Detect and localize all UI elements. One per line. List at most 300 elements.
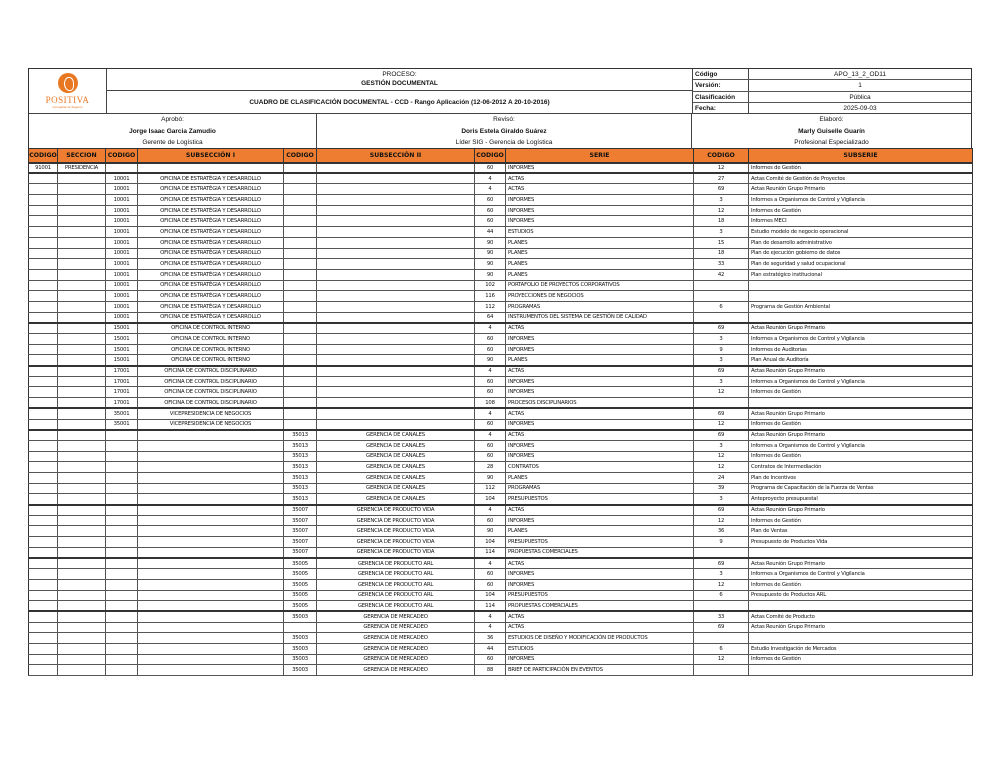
cell-section (58, 344, 106, 355)
cell-series: ACTAS (506, 430, 694, 441)
table-row (29, 163, 973, 174)
cell-subsection1 (138, 462, 284, 473)
cell-subsection2 (317, 216, 475, 227)
cell-series-code: 4 (475, 173, 506, 184)
cell-subsection1 (138, 163, 284, 174)
table-row (29, 462, 973, 473)
cell-subsection2: GERENCIA DE MERCADEO (317, 654, 475, 665)
cell-series-code: 4 (475, 323, 506, 334)
cell-section (58, 248, 106, 259)
cell-subseries-code: 69 (694, 184, 749, 195)
cell-subsection2-code (284, 408, 317, 419)
cell-section (58, 312, 106, 323)
cell-subseries-code: 18 (694, 248, 749, 259)
cell-series: INFORMES (506, 579, 694, 590)
cell-subsection2-code: 35005 (284, 569, 317, 580)
table-row (29, 355, 973, 366)
signature-name: Doris Estela Giraldo Suárez (461, 127, 547, 135)
logo-text: POSITIVA (45, 95, 90, 105)
cell-series: ACTAS (506, 505, 694, 516)
cell-subsection1-code: 10001 (106, 259, 138, 270)
cell-subsection2 (317, 195, 475, 206)
cell-series-code: 102 (475, 280, 506, 291)
cell-section-code (29, 526, 58, 537)
classification-table (28, 148, 973, 676)
cell-section-code (29, 355, 58, 366)
cell-subsection1-code: 17001 (106, 398, 138, 409)
cell-subsection2 (317, 301, 475, 312)
table-row (29, 601, 973, 612)
cell-subseries: Informes de Gestión (749, 654, 973, 665)
cell-series: PLANES (506, 259, 694, 270)
cell-section-code (29, 483, 58, 494)
cell-series: ACTAS (506, 622, 694, 633)
cell-subsection2 (317, 344, 475, 355)
cell-subsection2: GERENCIA DE MERCADEO (317, 633, 475, 644)
col-header-subseries-code: CODIGO (694, 149, 749, 163)
cell-subsection2-code (284, 344, 317, 355)
cell-series: INFORMES (506, 419, 694, 430)
cell-section (58, 291, 106, 302)
cell-section (58, 269, 106, 280)
cell-section-code (29, 579, 58, 590)
table-row (29, 237, 973, 248)
cell-subsection2: GERENCIA DE MERCADEO (317, 622, 475, 633)
cell-series-code: 112 (475, 301, 506, 312)
signature-label: Elaboró: (819, 116, 844, 123)
table-row (29, 590, 973, 601)
cell-subseries: Plan de seguridad y salud ocupacional (749, 259, 973, 270)
cell-subsection2-code: 35013 (284, 472, 317, 483)
cell-subsection1 (138, 590, 284, 601)
cell-subsection2: GERENCIA DE PRODUCTO ARL (317, 558, 475, 569)
cell-subsection1-code (106, 558, 138, 569)
cell-series-code: 4 (475, 430, 506, 441)
approved-by (29, 114, 317, 149)
table-row (29, 622, 973, 633)
cell-subsection1-code (106, 665, 138, 676)
cell-series-code: 4 (475, 184, 506, 195)
cell-subsection2-code: 35007 (284, 526, 317, 537)
cell-subseries: Presupuesto de Productos ARL (749, 590, 973, 601)
cell-series-code: 64 (475, 312, 506, 323)
cell-subsection1 (138, 505, 284, 516)
table-row (29, 334, 973, 345)
cell-subsection1-code: 15001 (106, 323, 138, 334)
logo-emblem-icon (58, 73, 78, 93)
cell-series-code: 60 (475, 654, 506, 665)
cell-subseries-code: 69 (694, 505, 749, 516)
cell-subseries-code (694, 398, 749, 409)
cell-section-code (29, 440, 58, 451)
table-row (29, 184, 973, 195)
cell-subsection2 (317, 323, 475, 334)
cell-section (58, 398, 106, 409)
cell-series-code: 44 (475, 227, 506, 238)
cell-subseries: Informes de Gestión (749, 205, 973, 216)
cell-series-code: 88 (475, 665, 506, 676)
cell-subsection1 (138, 601, 284, 612)
cell-subsection2-code: 35005 (284, 601, 317, 612)
cell-subsection1-code (106, 505, 138, 516)
cell-subseries-code: 33 (694, 611, 749, 622)
cell-section (58, 558, 106, 569)
cell-series-code: 114 (475, 547, 506, 558)
cell-subseries-code: 12 (694, 462, 749, 473)
cell-series-code: 60 (475, 376, 506, 387)
cell-subsection1 (138, 569, 284, 580)
cell-subsection1 (138, 515, 284, 526)
cell-section (58, 611, 106, 622)
meta-classification (693, 92, 971, 103)
cell-subseries-code: 24 (694, 472, 749, 483)
cell-subsection2 (317, 366, 475, 377)
cell-series: PLANES (506, 355, 694, 366)
cell-series: ACTAS (506, 323, 694, 334)
cell-subsection1: OFICINA DE ESTRATÉGIA Y DESARROLLO (138, 227, 284, 238)
cell-subsection1-code: 17001 (106, 366, 138, 377)
cell-subsection1-code (106, 494, 138, 505)
table-row (29, 505, 973, 516)
cell-section (58, 419, 106, 430)
cell-subsection1-code: 15001 (106, 355, 138, 366)
table-row (29, 280, 973, 291)
cell-subseries-code: 3 (694, 195, 749, 206)
cell-subsection1-code (106, 462, 138, 473)
cell-subseries: Actas Reunión Grupo Primario (749, 622, 973, 633)
cell-series: PLANES (506, 248, 694, 259)
cell-series: PROGRAMAS (506, 301, 694, 312)
cell-section-code (29, 237, 58, 248)
cell-subsection1 (138, 579, 284, 590)
cell-series-code: 114 (475, 601, 506, 612)
cell-subsection2-code: 35013 (284, 451, 317, 462)
cell-subseries-code (694, 312, 749, 323)
cell-section (58, 622, 106, 633)
col-header-subsection2-code: CODIGO (284, 149, 317, 163)
cell-section (58, 526, 106, 537)
cell-subseries-code: 12 (694, 387, 749, 398)
cell-section-code (29, 494, 58, 505)
cell-subsection2-code (284, 387, 317, 398)
table-row (29, 291, 973, 302)
cell-section (58, 440, 106, 451)
cell-subseries: Informes de Auditorias (749, 344, 973, 355)
cell-subsection1-code: 10001 (106, 216, 138, 227)
cell-subseries-code: 42 (694, 269, 749, 280)
table-row (29, 451, 973, 462)
cell-subsection1-code (106, 526, 138, 537)
cell-series: INFORMES (506, 569, 694, 580)
cell-section-code (29, 269, 58, 280)
cell-series: PROCESOS DISCIPLINARIOS (506, 398, 694, 409)
cell-subsection2 (317, 227, 475, 238)
cell-subseries (749, 312, 973, 323)
cell-series-code: 60 (475, 451, 506, 462)
cell-subsection2: GERENCIA DE CANALES (317, 462, 475, 473)
cell-section-code (29, 216, 58, 227)
cell-subsection1-code (106, 622, 138, 633)
cell-subsection1-code (106, 163, 138, 174)
cell-subsection1 (138, 558, 284, 569)
cell-subsection1-code (106, 537, 138, 548)
table-row (29, 665, 973, 676)
cell-series: ESTUDIOS DE DISEÑO Y MODIFICACIÓN DE PRODUCTOS (506, 633, 694, 644)
cell-subseries: Plan de Ventas (749, 526, 973, 537)
cell-subseries: Informes a Organismos de Control y Vigilancia (749, 376, 973, 387)
cell-subseries (749, 601, 973, 612)
cell-section: PRESIDENCIA (58, 163, 106, 174)
signature-name: Jorge Isaac Garcia Zamudio (129, 127, 216, 135)
table-row (29, 526, 973, 537)
cell-subsection2-code (284, 248, 317, 259)
col-header-subsection1-code: CODIGO (106, 149, 138, 163)
cell-subsection2: GERENCIA DE PRODUCTO VIDA (317, 537, 475, 548)
cell-subsection1 (138, 665, 284, 676)
cell-series: ACTAS (506, 611, 694, 622)
cell-series: PRESUPUESTOS (506, 494, 694, 505)
meta-value: 1 (858, 82, 862, 90)
signature-name: Marly Guiselle Guarín (798, 127, 865, 135)
cell-series-code: 60 (475, 344, 506, 355)
cell-section (58, 280, 106, 291)
cell-series: PROPUESTAS COMERCIALES (506, 547, 694, 558)
col-header-section-code: CODIGO (29, 149, 58, 163)
cell-subseries: Informes de Gestión (749, 515, 973, 526)
cell-series-code: 104 (475, 590, 506, 601)
cell-subsection2-code (284, 622, 317, 633)
cell-subsection2: GERENCIA DE MERCADEO (317, 665, 475, 676)
cell-subsection1-code (106, 643, 138, 654)
table-row (29, 227, 973, 238)
cell-subseries: Plan de desarrollo administrativo (749, 237, 973, 248)
cell-subsection2 (317, 334, 475, 345)
cell-subseries: Informes a Organismos de Control y Vigilancia (749, 440, 973, 451)
cell-subsection2: GERENCIA DE CANALES (317, 430, 475, 441)
cell-subseries (749, 633, 973, 644)
table-row (29, 344, 973, 355)
prepared-by (692, 114, 971, 149)
cell-section (58, 237, 106, 248)
cell-subseries-code: 69 (694, 323, 749, 334)
cell-series: ESTUDIOS (506, 643, 694, 654)
cell-series: ESTUDIOS (506, 227, 694, 238)
cell-subsection1-code (106, 654, 138, 665)
cell-subsection1-code: 10001 (106, 173, 138, 184)
cell-subsection2 (317, 280, 475, 291)
cell-series: INFORMES (506, 451, 694, 462)
cell-series-code: 90 (475, 237, 506, 248)
table-row (29, 259, 973, 270)
cell-section-code (29, 334, 58, 345)
cell-subsection1-code: 10001 (106, 248, 138, 259)
cell-subseries-code: 69 (694, 558, 749, 569)
col-header-subsection1: SUBSECCIÓN I (138, 149, 284, 163)
cell-subsection2-code: 35013 (284, 462, 317, 473)
table-row (29, 312, 973, 323)
cell-section-code (29, 387, 58, 398)
cell-subsection1: OFICINA DE CONTROL DISCIPLINARIO (138, 366, 284, 377)
cell-subsection1-code (106, 515, 138, 526)
cell-section-code (29, 205, 58, 216)
cell-section-code (29, 505, 58, 516)
cell-subsection1-code (106, 569, 138, 580)
cell-subsection1 (138, 654, 284, 665)
cell-section (58, 665, 106, 676)
table-row (29, 419, 973, 430)
cell-section-code (29, 173, 58, 184)
col-header-subsection2: SUBSECCIÓN II (317, 149, 475, 163)
cell-series-code: 4 (475, 558, 506, 569)
cell-section (58, 323, 106, 334)
cell-subsection1 (138, 451, 284, 462)
cell-series-code: 90 (475, 526, 506, 537)
cell-subseries: Informes de Gestión (749, 163, 973, 174)
cell-subsection2-code: 35013 (284, 483, 317, 494)
cell-series: ACTAS (506, 408, 694, 419)
cell-subseries: Programa de Gestión Ambiental (749, 301, 973, 312)
cell-subsection1: OFICINA DE ESTRATÉGIA Y DESARROLLO (138, 184, 284, 195)
cell-series: PROGRAMAS (506, 483, 694, 494)
cell-series: PROPUESTAS COMERCIALES (506, 601, 694, 612)
cell-subseries: Anteproyecto presupuestal (749, 494, 973, 505)
company-logo (29, 69, 107, 114)
cell-subsection2-code (284, 173, 317, 184)
table-row (29, 654, 973, 665)
cell-subseries-code: 9 (694, 537, 749, 548)
cell-section-code (29, 633, 58, 644)
cell-subseries-code (694, 601, 749, 612)
cell-subsection1: OFICINA DE ESTRATÉGIA Y DESARROLLO (138, 216, 284, 227)
cell-subseries-code: 27 (694, 173, 749, 184)
cell-section (58, 366, 106, 377)
cell-subsection1: OFICINA DE ESTRATÉGIA Y DESARROLLO (138, 248, 284, 259)
cell-subseries-code (694, 665, 749, 676)
cell-subseries-code: 69 (694, 430, 749, 441)
cell-section-code (29, 259, 58, 270)
cell-subseries-code: 3 (694, 334, 749, 345)
cell-series: ACTAS (506, 558, 694, 569)
cell-subsection1 (138, 547, 284, 558)
cell-section-code: 91001 (29, 163, 58, 174)
table-row (29, 633, 973, 644)
cell-subsection2-code (284, 205, 317, 216)
cell-subsection2 (317, 355, 475, 366)
cell-subsection1: OFICINA DE ESTRATÉGIA Y DESARROLLO (138, 205, 284, 216)
cell-subseries-code: 3 (694, 355, 749, 366)
cell-series: INFORMES (506, 216, 694, 227)
cell-subsection1-code (106, 547, 138, 558)
cell-section (58, 462, 106, 473)
table-row (29, 366, 973, 377)
cell-subsection1 (138, 472, 284, 483)
cell-subseries-code: 3 (694, 494, 749, 505)
cell-subsection2: GERENCIA DE PRODUCTO VIDA (317, 505, 475, 516)
ccd-sheet (28, 68, 972, 676)
cell-subsection2-code: 35013 (284, 494, 317, 505)
cell-subseries: Actas Reunión Grupo Primario (749, 430, 973, 441)
cell-subsection2-code (284, 259, 317, 270)
meta-code (693, 69, 971, 80)
cell-section (58, 483, 106, 494)
cell-series: INFORMES (506, 654, 694, 665)
cell-subseries: Presupuesto de Productos Vida (749, 537, 973, 548)
cell-subseries-code: 3 (694, 440, 749, 451)
cell-subsection2-code (284, 366, 317, 377)
cell-subsection2-code (284, 216, 317, 227)
cell-subsection2-code (284, 398, 317, 409)
cell-subsection2: GERENCIA DE PRODUCTO VIDA (317, 547, 475, 558)
cell-subseries: Actas Reunión Grupo Primario (749, 505, 973, 516)
cell-subsection2 (317, 376, 475, 387)
table-row (29, 483, 973, 494)
cell-subsection2-code: 35007 (284, 547, 317, 558)
meta-version (693, 80, 971, 91)
cell-section (58, 376, 106, 387)
cell-subsection1 (138, 537, 284, 548)
table-row (29, 579, 973, 590)
cell-subsection1-code (106, 430, 138, 441)
meta-key: Código (693, 69, 749, 79)
cell-subseries-code: 15 (694, 237, 749, 248)
cell-subsection1-code (106, 451, 138, 462)
cell-subsection1: OFICINA DE ESTRATÉGIA Y DESARROLLO (138, 259, 284, 270)
cell-subseries: Actas Reunión Grupo Primario (749, 408, 973, 419)
cell-subseries-code: 12 (694, 654, 749, 665)
cell-subseries-code: 6 (694, 643, 749, 654)
cell-subsection2: GERENCIA DE CANALES (317, 472, 475, 483)
cell-subsection2-code (284, 184, 317, 195)
cell-series-code: 60 (475, 195, 506, 206)
cell-subsection1: OFICINA DE ESTRATÉGIA Y DESARROLLO (138, 173, 284, 184)
meta-key: Versión: (693, 80, 749, 90)
cell-subsection2: GERENCIA DE PRODUCTO VIDA (317, 515, 475, 526)
cell-series: INFORMES (506, 163, 694, 174)
cell-subseries-code: 6 (694, 301, 749, 312)
cell-section-code (29, 665, 58, 676)
cell-subseries (749, 665, 973, 676)
cell-subsection2 (317, 184, 475, 195)
cell-subseries-code: 12 (694, 579, 749, 590)
cell-subsection2 (317, 419, 475, 430)
table-row (29, 301, 973, 312)
cell-subsection1 (138, 622, 284, 633)
signature-role: Gerente de Logística (142, 139, 203, 146)
cell-series: ACTAS (506, 366, 694, 377)
meta-key: Fecha: (693, 103, 749, 114)
cell-subsection1-code: 10001 (106, 237, 138, 248)
col-header-series: SERIE (506, 149, 694, 163)
table-row (29, 611, 973, 622)
meta-value: Pública (849, 93, 871, 101)
cell-series: INFORMES (506, 440, 694, 451)
meta-date (693, 103, 971, 114)
cell-series: INFORMES (506, 515, 694, 526)
cell-subsection2-code (284, 355, 317, 366)
cell-section (58, 505, 106, 516)
cell-series: INFORMES (506, 195, 694, 206)
cell-series-code: 36 (475, 633, 506, 644)
table-body (29, 163, 973, 676)
cell-subsection2: GERENCIA DE MERCADEO (317, 611, 475, 622)
cell-subsection1 (138, 494, 284, 505)
cell-subsection1 (138, 430, 284, 441)
cell-subseries: Estudio modelo de negocio operacional (749, 227, 973, 238)
cell-section-code (29, 611, 58, 622)
cell-subsection2-code (284, 291, 317, 302)
cell-subsection2 (317, 248, 475, 259)
cell-series-code: 60 (475, 440, 506, 451)
